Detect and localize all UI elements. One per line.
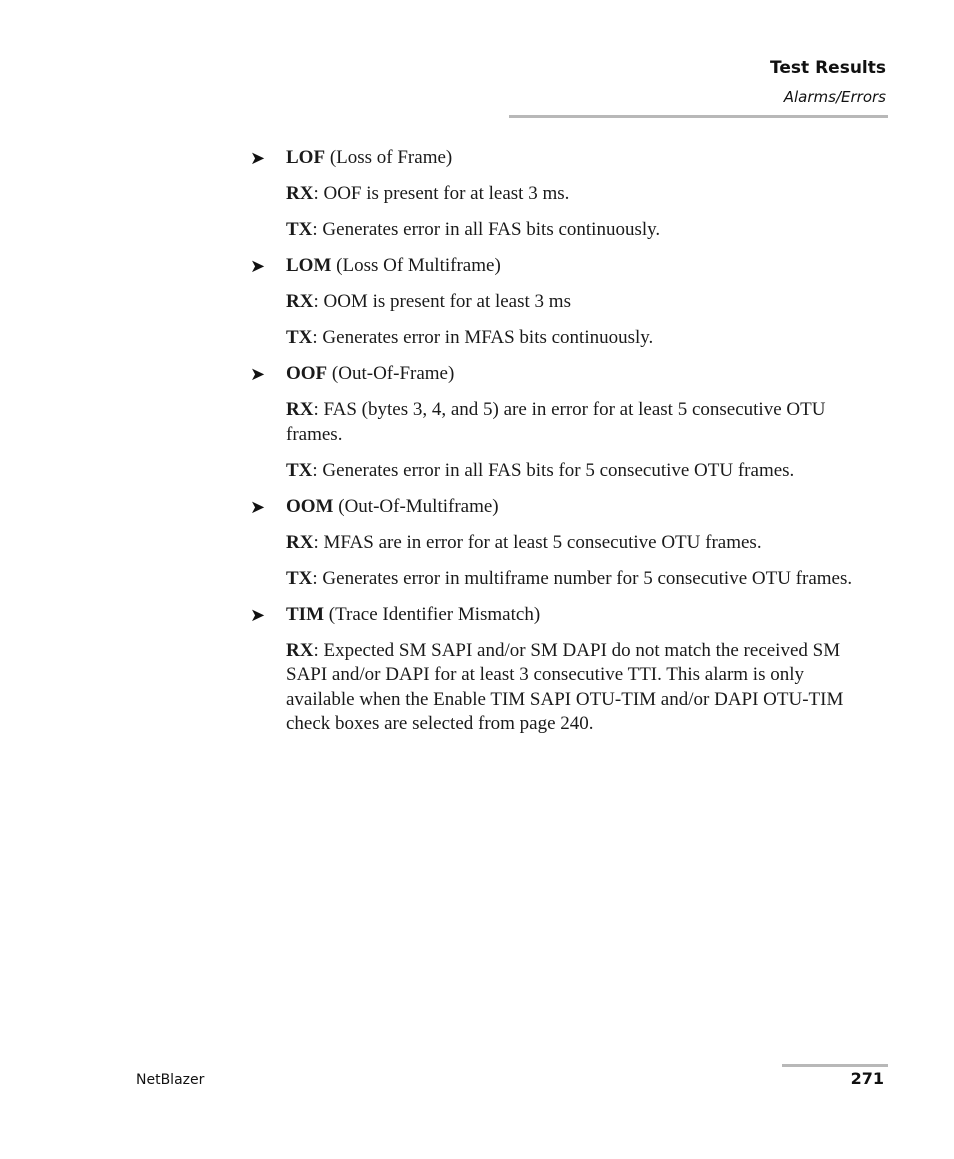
rx-text: : OOF is present for at least 3 ms. <box>313 183 570 204</box>
tx-paragraph <box>250 326 875 351</box>
alarm-entry-oof <box>250 362 875 483</box>
tx-text: : Generates error in MFAS bits continuously. <box>312 327 654 348</box>
rx-text: : OOM is present for at least 3 ms <box>313 291 571 312</box>
alarm-entry-lof <box>250 146 875 243</box>
header-divider <box>509 115 888 118</box>
page-number: 271 <box>850 1069 884 1088</box>
footer-product-name: NetBlazer <box>136 1072 205 1088</box>
tx-text: : Generates error in all FAS bits continuously. <box>312 219 661 240</box>
tx-label: TX <box>286 567 313 589</box>
alarm-description: (Out-Of-Multiframe) <box>333 495 499 517</box>
rx-label: RX <box>286 639 314 661</box>
tx-paragraph <box>250 567 875 592</box>
tx-paragraph <box>250 459 875 484</box>
rx-paragraph <box>250 290 875 315</box>
list-item <box>250 603 875 628</box>
header-title: Test Results <box>770 58 886 78</box>
arrow-bullet-icon: ➤ <box>250 496 266 518</box>
alarm-term: LOF <box>286 147 326 168</box>
rx-label: RX <box>286 183 314 204</box>
header-subtitle: Alarms/Errors <box>783 88 886 106</box>
alarm-term: OOF <box>286 363 328 384</box>
alarm-entry-oom <box>250 495 875 592</box>
alarm-term: LOM <box>286 255 332 276</box>
tx-text: : Generates error in multiframe number for 5 consecutive OTU frames. <box>312 567 853 589</box>
tx-label: TX <box>286 327 313 348</box>
list-item <box>250 495 875 520</box>
arrow-bullet-icon: ➤ <box>250 256 266 277</box>
list-item <box>250 362 875 387</box>
rx-label: RX <box>286 291 314 312</box>
rx-paragraph <box>250 398 875 447</box>
tx-text: : Generates error in all FAS bits for 5 consecutive OTU frames. <box>312 459 795 481</box>
rx-paragraph <box>250 639 875 737</box>
alarm-entry-tim <box>250 603 875 737</box>
rx-text: : Expected SM SAPI and/or SM DAPI do not match the received SM SAPI and/or DAPI for at least 3 consecutive TTI. This alarm is only available when the Enable TIM SAPI OTU-TIM and/or DAPI OTU-TIM check boxes are selected from page 240. <box>286 639 844 734</box>
tx-label: TX <box>286 459 313 481</box>
alarm-term: TIM <box>286 603 324 625</box>
rx-paragraph <box>250 531 875 556</box>
tx-paragraph <box>250 218 875 243</box>
rx-text: : MFAS are in error for at least 5 consecutive OTU frames. <box>313 531 762 553</box>
alarm-term: OOM <box>286 495 334 517</box>
alarm-list <box>250 146 875 748</box>
alarm-entry-lom <box>250 254 875 351</box>
list-item <box>250 146 875 171</box>
alarm-description: (Trace Identifier Mismatch) <box>324 603 541 625</box>
alarm-description: (Out-Of-Frame) <box>327 363 455 384</box>
arrow-bullet-icon: ➤ <box>250 148 266 169</box>
tx-label: TX <box>286 219 313 240</box>
alarm-description: (Loss of Frame) <box>325 147 453 168</box>
arrow-bullet-icon: ➤ <box>250 604 266 626</box>
rx-paragraph <box>250 182 875 207</box>
arrow-bullet-icon: ➤ <box>250 364 266 385</box>
list-item <box>250 254 875 279</box>
alarm-description: (Loss Of Multiframe) <box>331 255 501 276</box>
rx-label: RX <box>286 399 314 420</box>
rx-text: : FAS (bytes 3, 4, and 5) are in error for at least 5 consecutive OTU frames. <box>286 399 826 445</box>
rx-label: RX <box>286 531 314 553</box>
footer-divider <box>782 1064 888 1067</box>
